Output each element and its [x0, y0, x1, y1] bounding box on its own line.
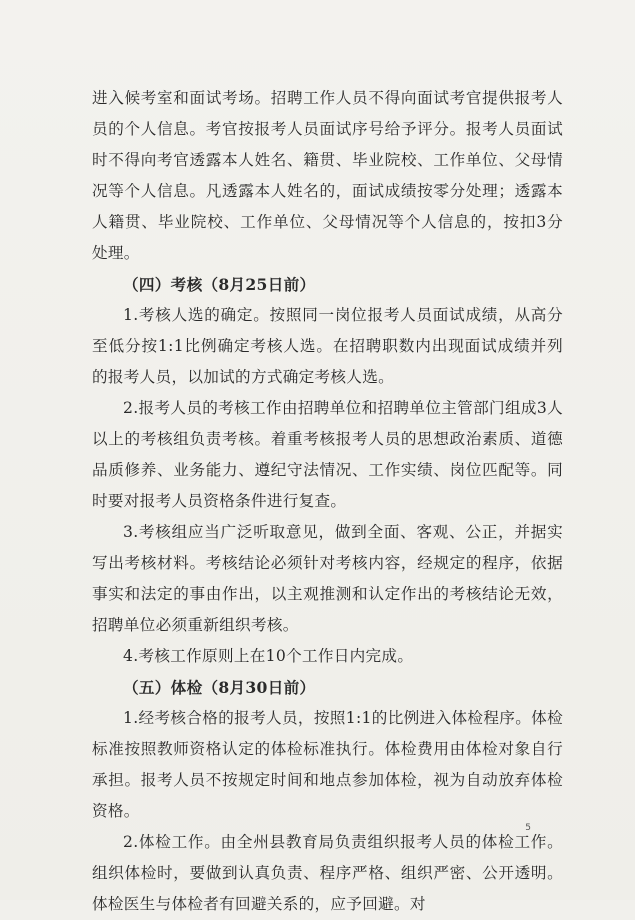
document-body [92, 83, 563, 920]
section-heading-physical-exam: （五）体检（8月30日前） [123, 678, 316, 697]
paragraph-assessment-3: 3.考核组应当广泛听取意见，做到全面、客观、公正，并据实写出考核材料。考核结论必须针对考核内容，经规定的程序，依据事实和法定的事由作出，以主观推测和认定作出的考核结论无效，招聘单位必须重新组织考核。 [92, 523, 563, 634]
paragraph-physical-exam-1: 1.经考核合格的报考人员，按照1:1的比例进入体检程序。体检标准按照教师资格认定的体检标准执行。体检费用由体检对象自行承担。报考人员不按规定时间和地点参加体检，视为自动放弃体检资格。 [92, 709, 563, 820]
paragraph-interview-rules: 进入候考室和面试考场。招聘工作人员不得向面试考官提供报考人员的个人信息。考官按报考人员面试序号给予评分。报考人员面试时不得向考官透露本人姓名、籍贯、毕业院校、工作单位、父母情况等个人信息。凡透露本人姓名的，面试成绩按零分处理；透露本人籍贯、毕业院校、工作单位、父母情况等个人信息的，按扣3分处理。 [92, 89, 563, 262]
paragraph-assessment-1: 1.考核人选的确定。按照同一岗位报考人员面试成绩，从高分至低分按1:1比例确定考核人选。在招聘职数内出现面试成绩并列的报考人员，以加试的方式确定考核人选。 [92, 306, 563, 386]
page-number: 5 [525, 823, 531, 833]
section-heading-assessment: （四）考核（8月25日前） [123, 275, 316, 294]
paragraph-physical-exam-2: 2.体检工作。由全州县教育局负责组织报考人员的体检工作。组织体检时，要做到认真负责、程序严格、组织严密、公开透明。体检医生与体检者有回避关系的，应予回避。对 [92, 833, 563, 913]
paragraph-assessment-4: 4.考核工作原则上在10个工作日内完成。 [123, 647, 414, 665]
paragraph-assessment-2: 2.报考人员的考核工作由招聘单位和招聘单位主管部门组成3人以上的考核组负责考核。着重考核报考人员的思想政治素质、道德品质修养、业务能力、遵纪守法情况、工作实绩、岗位匹配等。同时要对报考人员资格条件进行复查。 [92, 399, 563, 510]
